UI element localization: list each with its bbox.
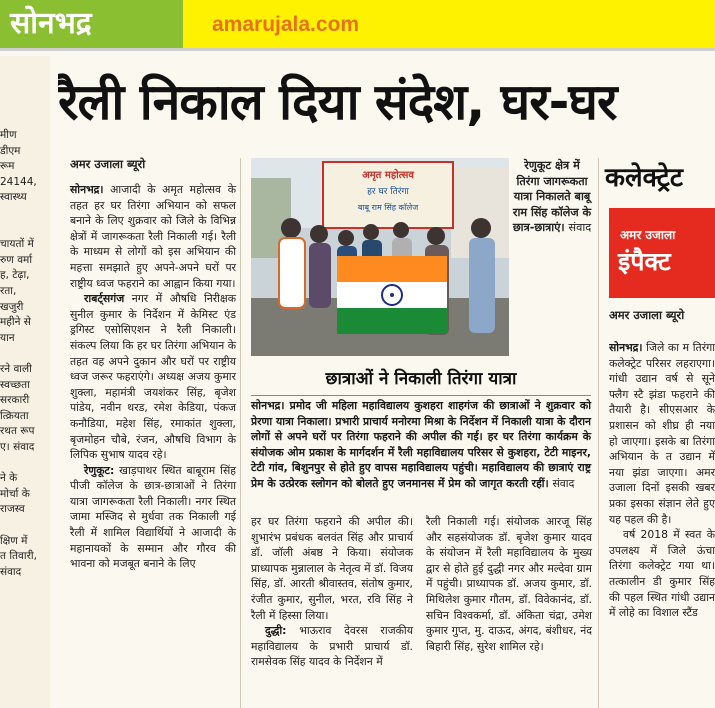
left-strip-line: मीण bbox=[0, 129, 17, 141]
article-column-2 bbox=[251, 514, 413, 670]
photo-banner-line-1: अमृत महोत्सव bbox=[362, 170, 414, 181]
left-strip-line: चायतों में bbox=[0, 238, 34, 251]
header-divider bbox=[0, 48, 715, 51]
left-strip-line: रूम bbox=[0, 160, 15, 173]
column-rule-right bbox=[598, 158, 599, 708]
left-strip-line: खजुरी bbox=[0, 300, 24, 313]
sub-story-credit: संवाद bbox=[552, 476, 575, 490]
left-strip-line: ए। संवाद bbox=[0, 441, 35, 453]
sub-story-text: प्रमोद जी महिला महाविद्यालय कुशहरा शाहगंज की छात्राओं ने शुक्रवार को प्रेरणा यात्रा निकाला। प्रभारी प्राचार्य मनोरमा मिश्रा के निर्देशन में निकाली यात्रा के दौरान लोगों से अपने घरों पर तिरंगा फहराने की अपील की गई। हर घर तिरंगा कार्यक्रम के संयोजक ओम प्रकाश के मार्गदर्शन में रैली महाविद्यालय परिसर से कुशहरा, टेटी माइनर, टेटी गांव, बिशुनपुर से होते हुए वापस महाविद्यालय पहुंची। महाविद्यालय की छात्राएं राष्ट्र प्रेम के उत्प्रेरक स्लोगन को बोलते हुए जनमानस में प्रेम को जागृत करती रहीं। bbox=[251, 399, 591, 490]
byline: अमर उजाला ब्यूरो bbox=[70, 157, 146, 171]
left-strip-line: राजस्व bbox=[0, 503, 25, 516]
left-strip-line: संवाद bbox=[0, 565, 22, 578]
left-strip-line: यान bbox=[0, 331, 15, 344]
right-story-body bbox=[609, 340, 715, 708]
right-dateline: सोनभद्र। bbox=[609, 341, 643, 354]
left-strip-line: 24144, bbox=[0, 175, 37, 188]
col2-paragraph-2: भाऊराव देवरस राजकीय महाविद्यालय के प्रभारी प्राचार्य डॉ. रामसेवक सिंह यादव के निर्देशन में bbox=[251, 624, 413, 669]
sub-story-rule bbox=[251, 395, 591, 396]
article-column-1 bbox=[70, 182, 236, 572]
photo-banner-line-2: हर घर तिरंगा bbox=[367, 187, 409, 197]
left-strip-line: स्वास्थ्य bbox=[0, 191, 27, 204]
left-strip-line: त्क्रियता bbox=[0, 409, 29, 422]
right-paragraph-1: जिले का म तिरंगा कलेक्ट्रेट परिसर लहराएगा। गांधी उद्यान वर्ष से सूने फ्लैग स्टै झंडा फहराने की तैयारी है। सीएसआर के प्रशासन को शीघ्र ही नया हो जाएगा। इसके बा तिरंगा अभियान के त उद्यान में नया झंडा जाएगा। अमर उजाला दिनों इसकी खबर प्रका इसका संज्ञान लेते हुए यह पहल की है। bbox=[609, 341, 715, 526]
dateline-renukoot: रेणुकूट: bbox=[84, 463, 115, 477]
right-byline: अमर उजाला ब्यूरो bbox=[609, 308, 685, 322]
left-strip-line: मोर्चा के bbox=[0, 487, 30, 500]
left-strip-line: डीएम bbox=[0, 144, 21, 157]
paragraph-3: खाड़पाथर स्थित बाबूराम सिंह पीजी कॉलेज के छात्र-छात्राओं ने तिरंगा यात्रा जागरूकता रैली निकाली। नगर स्थित जामा मस्जिद से मुर्धवा तक निकाली गई रैली में शामिल विद्यार्थियों ने आजादी के महानायकों के सम्मान और गौरव की भावना को मजबूत बनाने के लिए bbox=[70, 463, 236, 571]
dateline-robertsganj: राबर्ट्सगंज bbox=[84, 292, 125, 306]
photo-caption bbox=[512, 158, 592, 236]
headline: रैली निकाल दिया संदेश, घर-घर bbox=[58, 73, 617, 131]
article-column-3 bbox=[426, 514, 592, 654]
right-story-headline: कलेक्ट्रेट bbox=[605, 163, 683, 193]
paragraph-1: आजादी के अमृत महोत्सव के तहत हर घर तिरंगा अभियान को सफल बनाने के लिए शुक्रवार को जिले के विभिन्न क्षेत्रों में जागरूकता रैली निकाली गई। रैली के माध्यम से लोगों को इस अभियान की महत्ता समझाते हुए अपने-अपने घरों पर राष्ट्रीय ध्वज फहराने का आह्वान किया गया। bbox=[70, 183, 236, 290]
left-strip-line: रता, bbox=[0, 285, 17, 297]
left-strip-line: क्षिण में bbox=[0, 534, 28, 547]
left-strip-line: त तिवारी, bbox=[0, 550, 37, 563]
left-strip-line: रथत रूप bbox=[0, 425, 35, 438]
sub-story-dateline: सोनभद्र। bbox=[251, 399, 285, 412]
left-strip-line: रुण वर्मा bbox=[0, 253, 33, 266]
caption-credit: संवाद bbox=[568, 221, 592, 234]
col2-paragraph-1: हर घर तिरंगा फहराने की अपील की। शुभारंभ प्रबंधक बलवंत सिंह और प्राचार्य डॉ. जॉली अंबष्ठ ने किया। संयोजक प्राध्यापक मुन्नालाल के नेतृत्व में डॉ. विजय सिंह, डॉ. आरती श्रीवास्तव, संतोष कुमार, रंजीत कुमार, सुनील, भरत, रवि सिंह ने रैली में हिस्सा लिया। bbox=[251, 515, 413, 622]
sub-story-headline: छात्राओं ने निकाली तिरंगा यात्रा bbox=[325, 369, 517, 389]
left-strip-line: स्वच्छता bbox=[0, 378, 30, 391]
impact-badge-label: इंपैक्ट bbox=[618, 247, 671, 276]
sub-story-body bbox=[251, 398, 591, 492]
dateline-duddhi: दुद्धी: bbox=[265, 624, 287, 638]
publisher-logo: amarujala.com bbox=[212, 13, 360, 36]
impact-badge-brand: अमर उजाला bbox=[620, 228, 676, 242]
news-photo bbox=[251, 158, 509, 356]
left-strip-line: ने के bbox=[0, 472, 18, 485]
left-strip-line: महीने से bbox=[0, 316, 31, 329]
section-title: सोनभद्र bbox=[10, 6, 92, 41]
left-column-fragment bbox=[0, 56, 50, 708]
right-paragraph-2: वर्ष 2018 में स्वत के उपलक्ष्य में जिले ऊंचा तिरंगा कलेक्ट्रेट गया था। तत्कालीन डी कुमार सिंह की पहल स्थित गांधी उद्यान में लोहे का विशाल स्टैंड bbox=[609, 528, 715, 620]
caption-text: रेणुकूट क्षेत्र में तिरंगा जागरूकता यात्रा निकालते बाबू राम सिंह कॉलेज के छात्र-छात्राएं। bbox=[512, 159, 592, 234]
left-strip-line: रने वाली bbox=[0, 363, 32, 375]
left-strip-line: ह, टेढ़ा, bbox=[0, 269, 30, 282]
paragraph-2: नगर में औषधि निरीक्षक सुनील कुमार के निर्देशन में केमिस्ट एंड ड्रगिस्ट एसोसिएशन ने रैली निकाली। संकल्प लिया कि हर घर तिरंगा अभियान के तहत वह अपने दुकान और घरों पर राष्ट्रीय ध्वज जरूर फहराएंगे। अध्यक्ष अजय कुमार शुक्ला, महामंत्री जयशंकर सिंह, बृजेश पांडेय, नवीन थरड, रमेश केडिया, पंकज कनौडिया, महेश सिंह, रमाकांत शुक्ला, बृजमोहन चौबे, रंजन, औषधि विभाग के लिपिक सुभाष यादव रहे। bbox=[70, 292, 236, 462]
dateline-sonbhadra: सोनभद्र। bbox=[70, 183, 104, 196]
left-strip-line: सरकारी bbox=[0, 394, 30, 407]
photo-banner-line-3: बाबू राम सिंह कॉलेज bbox=[357, 203, 419, 212]
column-rule bbox=[240, 158, 241, 708]
col3-paragraph-1: रैली निकाली गई। संयोजक आरजू सिंह और सहसंयोजक डॉ. बृजेश कुमार यादव के संयोजन में रैली महाविद्यालय के मुख्य द्वार से होते हुई दुद्धी नगर और मल्देवा ग्राम में पहुंची। प्राध्यापक डॉ. अजय कुमार, डॉ. मिथिलेश कुमार गौतम, डॉ. विवेकानंद, डॉ. सचिन विश्वकर्मा, डॉ. अंकिता चंद्रा, उमेश कुमार गुप्त, मु. दाऊद, अंगद, बंशीधर, नंद बिहारी सिंह, सुरेश शामिल रहे। bbox=[426, 515, 592, 653]
